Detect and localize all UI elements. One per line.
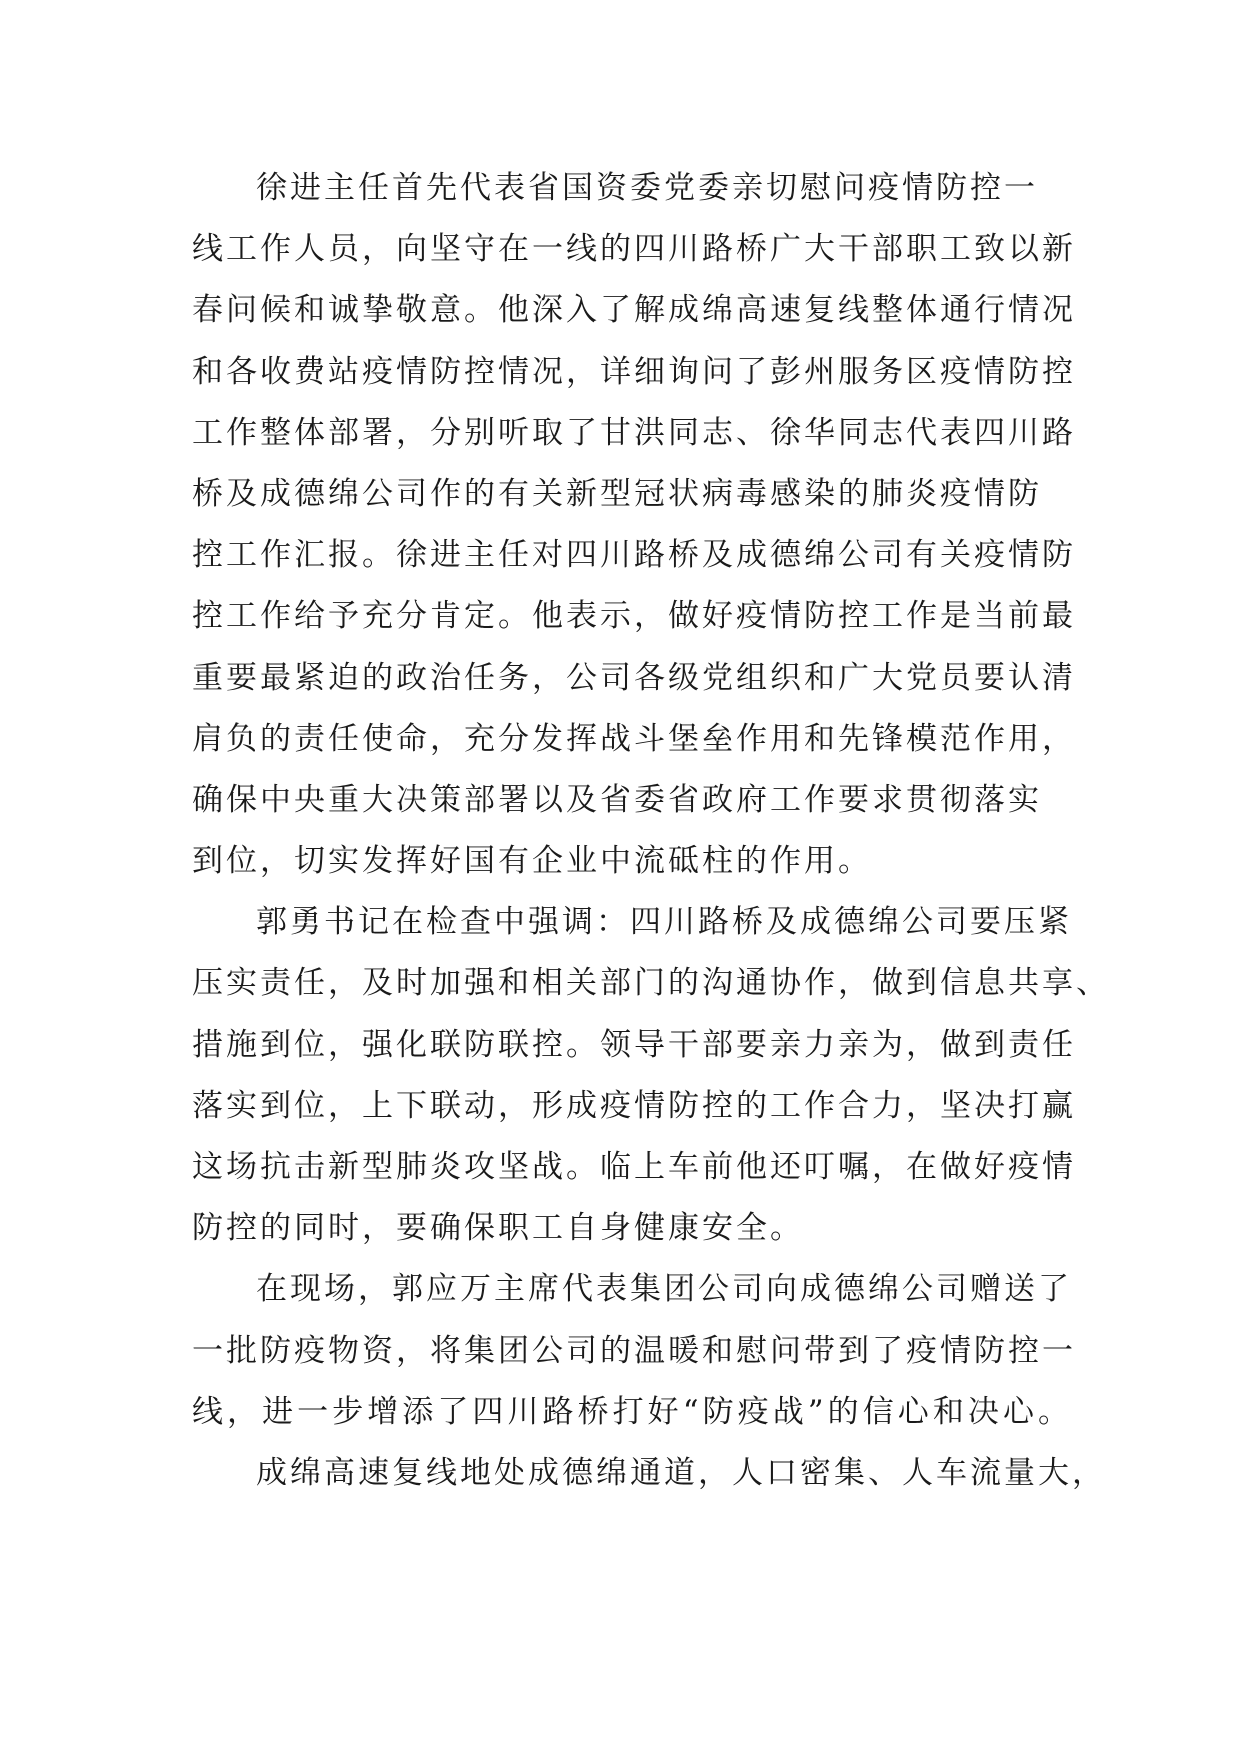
text-line: 线工作人员，向坚守在一线的四川路桥广大干部职工致以新 [192,231,1076,268]
text-line: 在现场，郭应万主席代表集团公司向成德绵公司赠送了 [256,1271,1072,1308]
text-line: 确保中央重大决策部署以及省委省政府工作要求贯彻落实 [192,781,1042,818]
text-line: 一批防疫物资，将集团公司的温暖和慰问带到了疫情防控一 [192,1332,1076,1369]
text-line: 到位，切实发挥好国有企业中流砥柱的作用。 [192,843,872,880]
text-line: 郭勇书记在检查中强调：四川路桥及成德绵公司要压紧 [256,904,1072,941]
text-line: 成绵高速复线地处成德绵通道，人口密集、人车流量大， [256,1454,1106,1491]
text-line: 控工作汇报。徐进主任对四川路桥及成德绵公司有关疫情防 [192,537,1076,574]
text-line: 落实到位，上下联动，形成疫情防控的工作合力，坚决打赢 [192,1087,1076,1124]
text-line: 措施到位，强化联防联控。领导干部要亲力亲为，做到责任 [192,1026,1076,1063]
text-line: 防控的同时，要确保职工自身健康安全。 [192,1210,804,1247]
text-line: 肩负的责任使命，充分发挥战斗堡垒作用和先锋模范作用， [192,720,1076,757]
text-line: 这场抗击新型肺炎攻坚战。临上车前他还叮嘱，在做好疫情 [192,1149,1076,1185]
text-line: 重要最紧迫的政治任务，公司各级党组织和广大党员要认清 [192,659,1076,696]
text-line: 桥及成德绵公司作的有关新型冠状病毒感染的肺炎疫情防 [192,475,1042,512]
text-line: 压实责任，及时加强和相关部门的沟通协作，做到信息共享、 [192,965,1110,1002]
text-line: 和各收费站疫情防控情况，详细询问了彭州服务区疫情防控 [192,353,1076,390]
text-line: 控工作给予充分肯定。他表示，做好疫情防控工作是当前最 [192,598,1076,635]
text-line: 春问候和诚挚敬意。他深入了解成绵高速复线整体通行情况 [192,292,1076,329]
document-body [192,158,1110,1504]
text-line: 徐进主任首先代表省国资委党委亲切慰问疫情防控一 [256,170,1038,206]
text-line: 线，进一步增添了四川路桥打好“防疫战”的信心和决心。 [192,1393,1072,1430]
text-line: 工作整体部署，分别听取了甘洪同志、徐华同志代表四川路 [192,414,1076,451]
